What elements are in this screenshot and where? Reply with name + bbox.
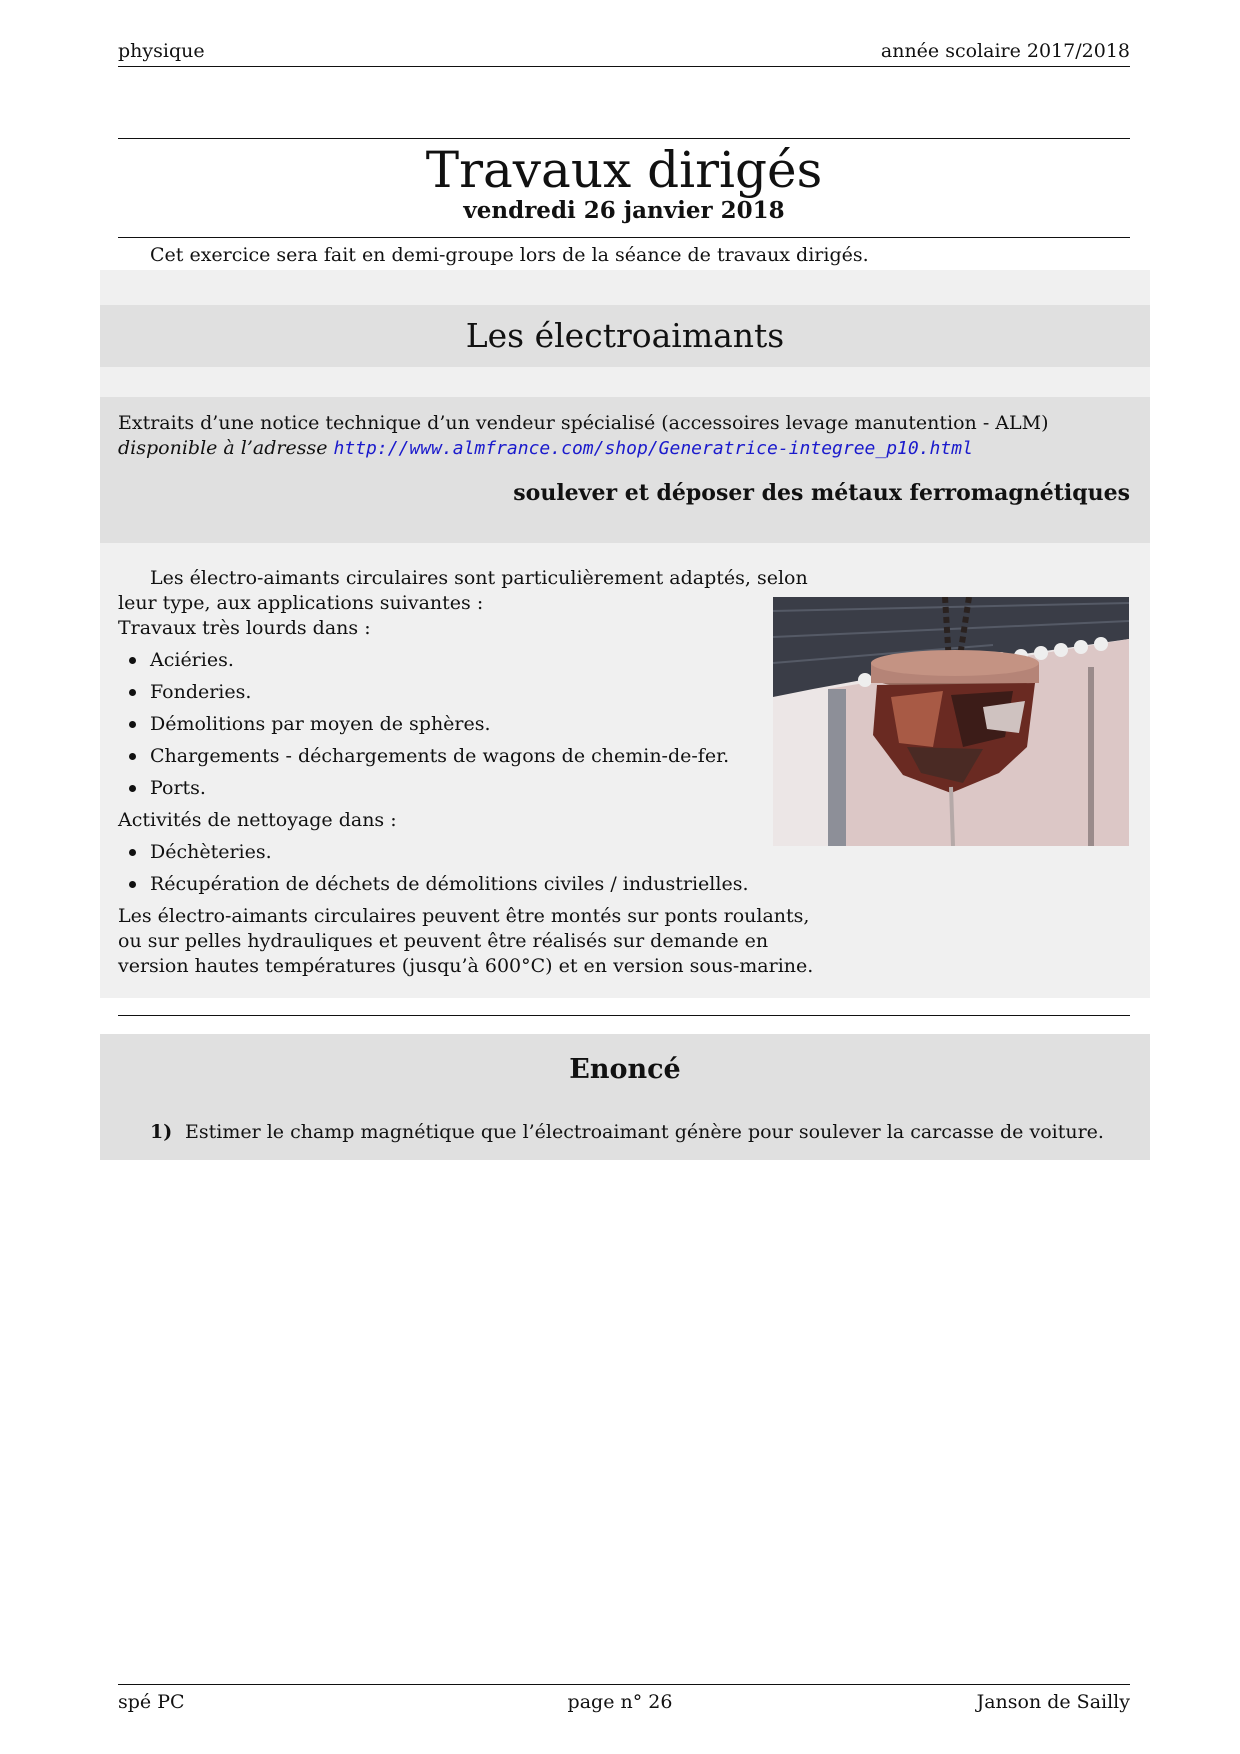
enonce-box	[100, 1034, 1150, 1160]
notice-address-label: disponible à l’adresse	[118, 437, 328, 459]
footer-school: Janson de Sailly	[976, 1691, 1130, 1713]
notice-line1: Extraits d’une notice technique d’un vendeur spécialisé (accessoires levage manutention - ALM)	[118, 412, 1049, 434]
notice-url-link[interactable]: http://www.almfrance.com/shop/Generatrice-integree_p10.html	[333, 438, 973, 459]
electromagnet-photo	[773, 597, 1129, 846]
section-title: Les électroaimants	[465, 316, 785, 355]
footer-page-number: page n° 26	[567, 1691, 673, 1713]
header-subject: physique	[118, 40, 205, 62]
question-number: 1)	[150, 1121, 173, 1143]
body-para2-line2: ou sur pelles hydrauliques et peuvent être réalisés sur demande en	[118, 930, 769, 952]
cleaning-label: Activités de nettoyage dans :	[118, 809, 397, 831]
bullet-icon	[129, 721, 136, 728]
body-para1-line2: leur type, aux applications suivantes :	[118, 592, 484, 614]
heavy-work-list	[118, 644, 758, 804]
body-para1-line1: Les électro-aimants circulaires sont particulièrement adaptés, selon	[150, 567, 808, 589]
bullet-icon	[129, 689, 136, 696]
intro-text: Cet exercice sera fait en demi-groupe lors de la séance de travaux dirigés.	[150, 244, 869, 266]
header-rule	[118, 66, 1130, 67]
body-para2-line3: version hautes températures (jusqu’à 600°C) et en version sous-marine.	[118, 955, 814, 977]
page-title: Travaux dirigés	[425, 141, 823, 199]
enonce-title: Enoncé	[569, 1054, 681, 1085]
bullet-icon	[129, 849, 136, 856]
title-bottom-rule	[118, 237, 1130, 238]
list-item: Ports.	[118, 772, 758, 804]
question-text: Estimer le champ magnétique que l’électroaimant génère pour soulever la carcasse de voiture.	[185, 1121, 1104, 1143]
cleaning-list	[118, 836, 758, 900]
list-item: Récupération de déchets de démolitions civiles / industrielles.	[118, 868, 758, 900]
title-top-rule	[118, 138, 1130, 139]
notice-line2	[118, 436, 973, 461]
list-item: Fonderies.	[118, 676, 758, 708]
bullet-icon	[129, 881, 136, 888]
section-title-bar	[100, 305, 1150, 367]
bullet-icon	[129, 753, 136, 760]
bullet-icon	[129, 785, 136, 792]
list-item: Chargements - déchargements de wagons de chemin-de-fer.	[118, 740, 758, 772]
list-item: Démolitions par moyen de sphères.	[118, 708, 758, 740]
enonce-top-rule	[118, 1015, 1130, 1016]
heavy-work-label: Travaux très lourds dans :	[118, 617, 371, 639]
list-item: Aciéries.	[118, 644, 758, 676]
page-date: vendredi 26 janvier 2018	[463, 197, 785, 224]
footer-rule	[118, 1684, 1130, 1685]
list-item: Déchèteries.	[118, 836, 758, 868]
notice-box	[100, 397, 1150, 543]
notice-subtitle: soulever et déposer des métaux ferromagnétiques	[513, 480, 1130, 506]
body-para2-line1: Les électro-aimants circulaires peuvent être montés sur ponts roulants,	[118, 905, 810, 927]
bullet-icon	[129, 657, 136, 664]
footer-class: spé PC	[118, 1691, 185, 1713]
header-school-year: année scolaire 2017/2018	[880, 40, 1130, 62]
